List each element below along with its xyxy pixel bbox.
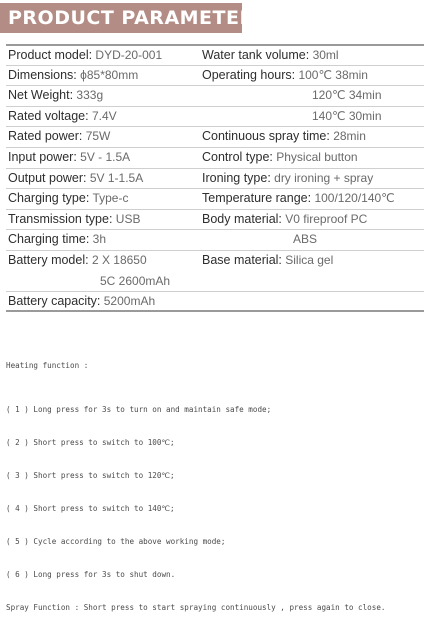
param-left	[8, 107, 117, 126]
param-key: Water tank volume:	[202, 48, 310, 62]
param-key: Input power:	[8, 149, 77, 164]
param-row-output-power	[6, 168, 424, 189]
param-value: 5C 2600mAh	[100, 273, 171, 288]
param-value: 7.4V	[91, 108, 117, 123]
param-row-net-weight	[6, 85, 424, 106]
param-key: Transmission type:	[8, 211, 113, 226]
param-left	[8, 292, 155, 311]
notes-line: ( 2 ) Short press to switch to 100℃;	[6, 438, 175, 447]
param-left	[8, 189, 128, 208]
param-value: 5V 1-1.5A	[89, 170, 144, 185]
param-right	[202, 210, 367, 229]
param-key: Body material:	[202, 211, 282, 226]
param-value: 5V - 1.5A	[80, 149, 131, 164]
param-key: Output power:	[8, 170, 87, 185]
param-right	[312, 86, 382, 105]
param-value: 100/120/140℃	[314, 191, 395, 206]
parameters-table	[6, 44, 424, 312]
param-row-battery-model	[6, 250, 424, 271]
param-value: 2 X 18650	[91, 252, 147, 267]
param-value: 3h	[92, 232, 106, 247]
notes-heading: Heating function :	[6, 361, 89, 370]
param-left	[8, 148, 130, 167]
param-row-charging-type	[6, 188, 424, 209]
param-value: V0 fireproof PC	[285, 211, 368, 226]
param-right	[293, 230, 317, 249]
param-value: 100℃ 38min	[298, 67, 368, 82]
param-value: Physical button	[276, 149, 358, 164]
param-right	[202, 251, 333, 270]
param-value: ABS	[293, 232, 318, 247]
param-value: 120℃ 34min	[312, 88, 382, 103]
param-key: Rated voltage:	[8, 108, 89, 123]
param-right	[312, 107, 382, 126]
param-key: Product model:	[8, 48, 93, 62]
param-right	[202, 66, 368, 85]
param-value: 28min	[333, 129, 366, 144]
param-key: Ironing type:	[202, 170, 271, 185]
param-row-charging-time	[6, 229, 424, 250]
param-key: Battery model:	[8, 252, 89, 267]
param-left	[8, 210, 140, 229]
param-value: dry ironing + spray	[274, 170, 374, 185]
param-key: Charging time:	[8, 232, 90, 247]
param-left	[100, 272, 170, 291]
param-row-rated-power	[6, 126, 424, 147]
param-key: Operating hours:	[202, 67, 296, 82]
function-notes	[6, 338, 432, 624]
param-right	[202, 148, 358, 167]
notes-line: Spray Function : Short press to start spraying continuously , press again to close.	[6, 603, 386, 612]
param-row-product-model	[6, 44, 424, 65]
param-row-transmission-type	[6, 209, 424, 230]
param-key: Charging type:	[8, 191, 90, 206]
param-value: USB	[115, 211, 141, 226]
param-value: Silica gel	[285, 252, 334, 267]
param-row-dimensions	[6, 65, 424, 86]
notes-line: ( 4 ) Short press to switch to 140℃;	[6, 504, 175, 513]
param-value: 5200mAh	[103, 294, 156, 309]
param-left	[8, 251, 147, 270]
param-row-battery-model-cont	[6, 271, 424, 292]
page-title: PRODUCT PARAMETERS	[0, 3, 242, 33]
param-row-rated-voltage	[6, 106, 424, 127]
notes-line: ( 1 ) Long press for 3s to turn on and maintain safe mode;	[6, 405, 272, 414]
param-key: Control type:	[202, 149, 273, 164]
param-value: 333g	[76, 88, 104, 103]
param-value: ϕ85*80mm	[80, 67, 139, 82]
param-key: Net Weight:	[8, 88, 74, 103]
param-row-battery-capacity	[6, 291, 424, 312]
param-value: Type-c	[92, 191, 129, 206]
param-key: Rated power:	[8, 129, 83, 144]
param-key: Dimensions:	[8, 67, 77, 82]
param-left	[8, 86, 103, 105]
param-right	[202, 127, 366, 146]
param-left	[8, 66, 138, 85]
param-right	[202, 189, 395, 208]
param-right	[202, 169, 373, 188]
param-right	[202, 46, 339, 65]
param-key: Continuous spray time:	[202, 129, 330, 144]
notes-line: ( 5 ) Cycle according to the above working mode;	[6, 537, 226, 546]
notes-line: ( 6 ) Long press for 3s to shut down.	[6, 570, 176, 579]
param-row-input-power	[6, 147, 424, 168]
param-left	[8, 127, 110, 146]
param-key: Temperature range:	[202, 191, 312, 206]
param-key: Battery capacity:	[8, 294, 101, 309]
param-value: 140℃ 30min	[312, 108, 382, 123]
param-key: Base material:	[202, 252, 282, 267]
param-left	[8, 230, 106, 249]
param-value: 30ml	[312, 48, 339, 62]
param-left	[8, 46, 162, 65]
notes-line: ( 3 ) Short press to switch to 120℃;	[6, 471, 175, 480]
param-value: 75W	[85, 129, 111, 144]
param-left	[8, 169, 143, 188]
param-value: DYD-20-001	[95, 48, 163, 62]
